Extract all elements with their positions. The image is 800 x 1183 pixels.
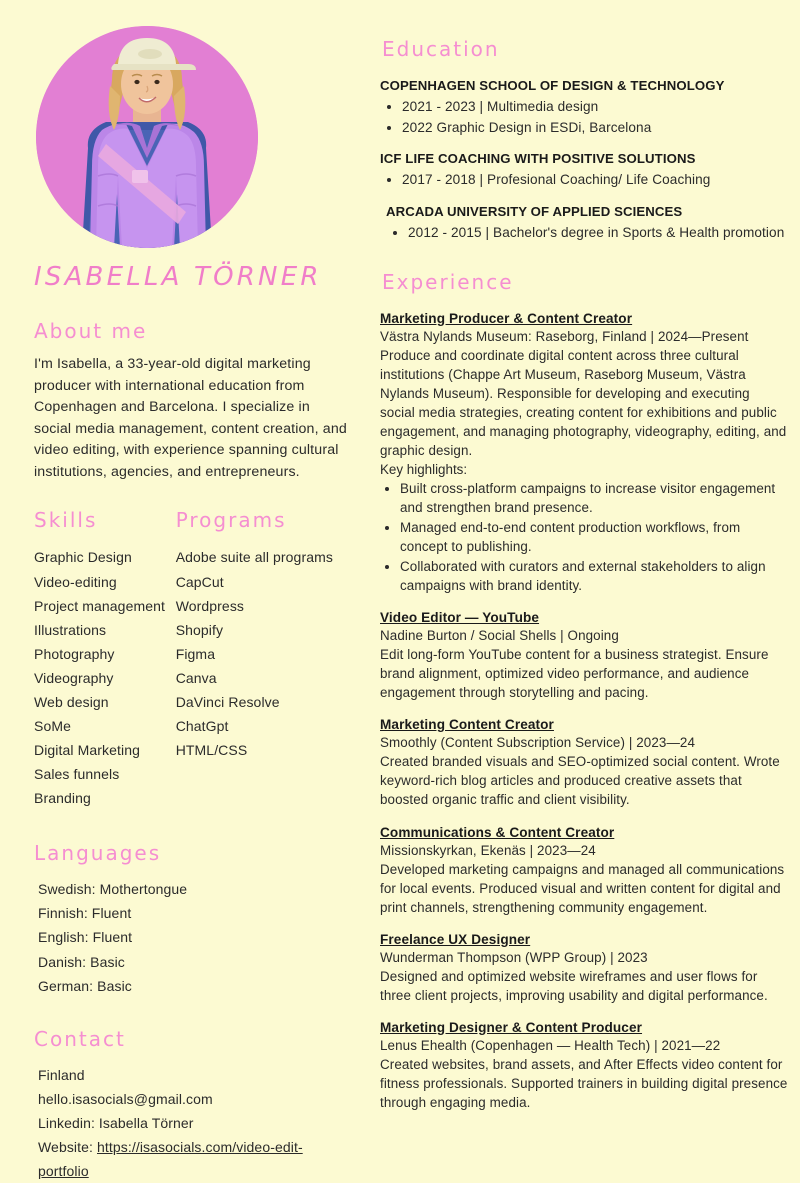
job-meta: Lenus Ehealth (Copenhagen — Health Tech) | 2021—22 bbox=[380, 1037, 721, 1053]
list-item: DaVinci Resolve bbox=[175, 693, 280, 710]
job-description: Edit long-form YouTube content for a business strategist. Ensure brand alignment, optimized video performance, and audience engagement through storytelling and pacing. bbox=[380, 647, 769, 701]
job-meta: Missionskyrkan, Ekenäs | 2023—24 bbox=[380, 842, 596, 858]
programs-heading: Programs bbox=[175, 508, 287, 533]
list-item: • Collaborated with curators and external stakeholders to align campaigns with brand identity. bbox=[400, 557, 788, 595]
list-item: Photography bbox=[34, 645, 115, 662]
job-title: Freelance UX Designer bbox=[380, 931, 531, 947]
programs-list bbox=[176, 545, 348, 762]
list-item: ChatGpt bbox=[175, 718, 229, 735]
experience-entry bbox=[380, 717, 788, 809]
job-meta: Smoothly (Content Subscription Service) | 2023—24 bbox=[380, 735, 696, 751]
contact-email[interactable]: hello.isasocials@gmail.com bbox=[38, 1090, 213, 1107]
about-heading: About me bbox=[34, 319, 148, 343]
list-item: Video-editing bbox=[34, 573, 117, 590]
full-name: ISABELLA TÖRNER bbox=[34, 262, 322, 292]
portrait-illustration bbox=[36, 26, 258, 248]
languages-section bbox=[34, 842, 348, 997]
job-title: Video Editor — YouTube bbox=[380, 610, 540, 626]
website-link[interactable]: https://isasocials.com/video-edit-portfolio bbox=[38, 1138, 303, 1180]
experience-entry bbox=[380, 610, 788, 702]
list-item: English: Fluent bbox=[38, 929, 133, 946]
list-item: Sales funnels bbox=[34, 766, 120, 783]
job-title: Communications & Content Creator bbox=[380, 824, 615, 840]
job-description: Created websites, brand assets, and After Effects video content for fitness professionals. Supported trainers in building digital presence through engaging media. bbox=[380, 1056, 788, 1110]
list-item: Adobe suite all programs bbox=[175, 549, 333, 566]
list-item: Canva bbox=[175, 669, 217, 686]
school-name: ARCADA UNIVERSITY OF APPLIED SCIENCES bbox=[386, 204, 683, 220]
school-name: COPENHAGEN SCHOOL OF DESIGN & TECHNOLOGY bbox=[380, 78, 725, 93]
list-item: Videography bbox=[34, 669, 114, 686]
website-label: Website: bbox=[38, 1138, 97, 1155]
education-items bbox=[380, 170, 788, 190]
list-item: Wordpress bbox=[175, 597, 245, 614]
experience-entry bbox=[380, 311, 788, 595]
education-entry bbox=[380, 151, 788, 190]
list-item: • 2017 - 2018 | Profesional Coaching/ Life Coaching bbox=[402, 170, 788, 190]
education-items bbox=[380, 223, 788, 243]
contact-section bbox=[34, 1028, 348, 1183]
school-name: ICF LIFE COACHING WITH POSITIVE SOLUTIONS bbox=[380, 151, 696, 167]
list-item: Danish: Basic bbox=[38, 953, 125, 970]
key-highlights-label: Key highlights: bbox=[380, 462, 468, 478]
list-item: Branding bbox=[34, 790, 91, 807]
job-title: Marketing Designer & Content Producer bbox=[380, 1019, 643, 1035]
skills-programs-row bbox=[34, 509, 348, 810]
contact-heading: Contact bbox=[34, 1026, 126, 1051]
job-highlights bbox=[380, 479, 788, 595]
skills-column bbox=[34, 509, 176, 810]
list-item: Web design bbox=[34, 693, 109, 710]
experience-section bbox=[380, 271, 788, 1112]
education-entry bbox=[380, 78, 788, 137]
job-description: Produce and coordinate digital content across three cultural institutions (Chappe Art Museum, Raseborg Museum, Västra Nylands Museum). Responsible for developing and executing social media strategies, creating content for exhibitions and public engagement, and managing photography, videography, editing, and graphic design. bbox=[380, 347, 787, 458]
education-heading: Education bbox=[382, 37, 500, 61]
contact-website-row bbox=[34, 1135, 348, 1183]
list-item: Graphic Design bbox=[34, 549, 132, 566]
job-title: Marketing Content Creator bbox=[380, 717, 554, 733]
list-item: Illustrations bbox=[34, 621, 107, 638]
contact-country: Finland bbox=[38, 1066, 85, 1083]
list-item: German: Basic bbox=[38, 977, 132, 994]
list-item: SoMe bbox=[34, 718, 71, 735]
list-item: • Built cross-platform campaigns to increase visitor engagement and strengthen brand presence. bbox=[400, 479, 788, 517]
experience-entry bbox=[380, 1020, 788, 1112]
job-meta: Nadine Burton / Social Shells | Ongoing bbox=[380, 628, 619, 644]
contact-linkedin[interactable]: Linkedin: Isabella Törner bbox=[38, 1114, 194, 1131]
job-meta: Wunderman Thompson (WPP Group) | 2023 bbox=[380, 949, 648, 965]
education-entry bbox=[380, 204, 788, 243]
main-content bbox=[370, 0, 800, 1131]
job-meta: Västra Nylands Museum: Raseborg, Finland | 2024—Present bbox=[380, 328, 749, 344]
skills-heading: Skills bbox=[34, 508, 98, 533]
list-item: • 2012 - 2015 | Bachelor's degree in Sports & Health promotion bbox=[408, 223, 788, 243]
experience-entry bbox=[380, 932, 788, 1005]
contact-details bbox=[34, 1063, 348, 1183]
list-item: Figma bbox=[175, 645, 216, 662]
experience-heading: Experience bbox=[382, 269, 514, 294]
job-description: Created branded visuals and SEO-optimized social content. Wrote keyword-rich blog articles and produced creative assets that boosted organic traffic and client visibility. bbox=[380, 754, 780, 808]
list-item: • 2022 Graphic Design in ESDi, Barcelona bbox=[402, 118, 788, 138]
left-sidebar bbox=[0, 0, 370, 1180]
about-text: I'm Isabella, a 33-year-old digital marketing producer with international education from Copenhagen and Barcelona. I specialize in social media management, content creation, and video editing, with experience spanning cultural institutions, agencies, and entrepreneurs. bbox=[34, 356, 347, 480]
programs-column bbox=[176, 509, 348, 810]
list-item: Finnish: Fluent bbox=[38, 905, 132, 922]
profile-photo bbox=[36, 26, 258, 248]
list-item: Shopify bbox=[175, 621, 224, 638]
list-item: • 2021 - 2023 | Multimedia design bbox=[402, 97, 788, 117]
languages-heading: Languages bbox=[34, 841, 162, 866]
job-title: Marketing Producer & Content Creator bbox=[380, 310, 633, 326]
experience-entry bbox=[380, 825, 788, 917]
skills-list bbox=[34, 545, 176, 810]
job-description: Designed and optimized website wireframes and user flows for three client projects, improving usability and digital performance. bbox=[380, 968, 768, 1003]
languages-list bbox=[34, 877, 348, 997]
list-item: Project management bbox=[34, 597, 165, 614]
list-item: Swedish: Mothertongue bbox=[38, 881, 188, 898]
list-item: Digital Marketing bbox=[34, 742, 140, 759]
education-items bbox=[380, 97, 788, 137]
list-item: HTML/CSS bbox=[175, 742, 248, 759]
list-item: • Managed end-to-end content production workflows, from concept to publishing. bbox=[400, 518, 788, 556]
list-item: CapCut bbox=[175, 573, 224, 590]
job-description: Developed marketing campaigns and managed all communications for local events. Produced visual and written content for digital and print channels, strengthening community engagement. bbox=[380, 861, 785, 915]
